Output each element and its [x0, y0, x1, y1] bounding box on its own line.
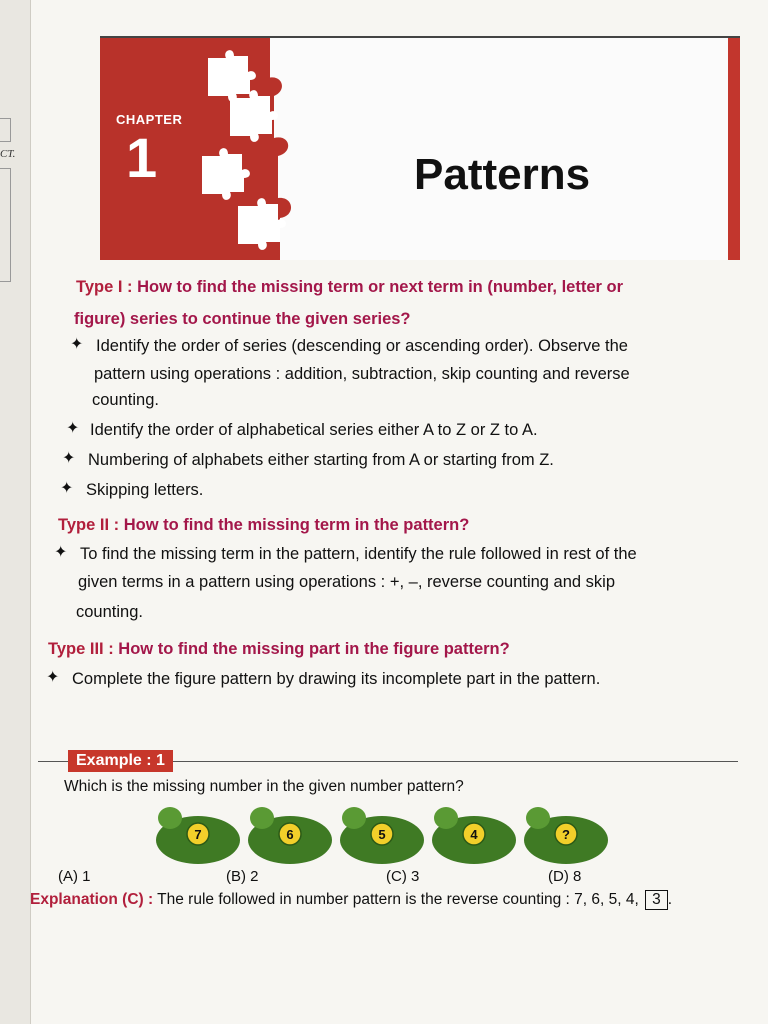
type2-bullet-line3: counting.: [76, 603, 143, 621]
answer-box: 3: [645, 890, 668, 910]
four-point-star-icon: ✦: [46, 669, 60, 686]
option-d: (D) 8: [548, 868, 582, 885]
four-point-star-icon: ✦: [62, 450, 76, 467]
type2-bullet-line1: To find the missing term in the pattern, identify the rule followed in rest of the: [80, 545, 637, 563]
explanation-end: .: [667, 891, 673, 908]
option-a: (A) 1: [58, 868, 91, 885]
turtle-icon: [248, 807, 332, 864]
turtle-number: 5: [378, 827, 386, 842]
option-b: (B) 2: [226, 868, 259, 885]
left-page-margin-text: CT.: [0, 148, 16, 160]
explanation: [30, 890, 672, 910]
option-c: (C) 3: [386, 868, 420, 885]
left-page-box: [0, 118, 11, 142]
left-page-box: [0, 168, 11, 282]
turtle-number: 4: [470, 827, 478, 842]
turtle-icon: [432, 807, 516, 864]
example-question: Which is the missing number in the given number pattern?: [64, 778, 464, 795]
type1-bullet-4: Skipping letters.: [86, 481, 204, 499]
turtle-icon: [156, 807, 240, 864]
page-title: Patterns: [414, 150, 591, 199]
turtle-number: 6: [286, 827, 294, 842]
type2-bullet-line2: given terms in a pattern using operations : +, –, reverse counting and skip: [78, 573, 616, 591]
turtle-icon: [340, 807, 424, 864]
type1-heading-line1: How to find the missing term or next term in (number, letter or: [137, 278, 624, 296]
type1-heading-line2: figure) series to continue the given series?: [74, 310, 411, 328]
type2-label: Type II :: [58, 516, 120, 534]
type1-bullet-1-line2: pattern using operations : addition, subtraction, skip counting and reverse: [94, 365, 630, 383]
type1-bullet-1-line1: Identify the order of series (descending or ascending order). Observe the: [96, 337, 628, 355]
turtle-number: ?: [562, 827, 570, 842]
type1-bullet-2: Identify the order of alphabetical series either A to Z or Z to A.: [90, 421, 538, 439]
type3-heading: [48, 636, 510, 662]
explanation-label: Explanation (C) :: [30, 891, 154, 908]
type2-heading: [58, 512, 469, 538]
type1-heading: [76, 274, 623, 300]
chapter-number: 1: [126, 126, 158, 189]
type2-heading-text: How to find the missing term in the pattern?: [123, 516, 470, 534]
turtle-number-pattern: [150, 798, 620, 868]
type3-bullet: Complete the figure pattern by drawing its incomplete part in the pattern.: [72, 670, 601, 688]
puzzle-pieces-icon: [190, 38, 330, 260]
four-point-star-icon: ✦: [66, 420, 80, 437]
explanation-text: The rule followed in number pattern is the reverse counting : 7, 6, 5, 4,: [157, 891, 639, 908]
type1-label: Type I :: [76, 278, 133, 296]
example-label: Example : 1: [68, 750, 173, 772]
turtle-number: 7: [194, 827, 202, 842]
four-point-star-icon: ✦: [60, 480, 74, 497]
turtle-icon: [524, 807, 608, 864]
type3-heading-text: How to find the missing part in the figure pattern?: [118, 640, 510, 658]
header-red-bar: [728, 38, 740, 260]
type1-bullet-1-line3: counting.: [92, 391, 159, 409]
four-point-star-icon: ✦: [54, 544, 68, 561]
four-point-star-icon: ✦: [70, 336, 84, 353]
type3-label: Type III :: [48, 640, 114, 658]
chapter-label: CHAPTER: [116, 112, 183, 127]
type1-bullet-3: Numbering of alphabets either starting from A or starting from Z.: [88, 451, 554, 469]
left-page-edge: [0, 0, 31, 1024]
